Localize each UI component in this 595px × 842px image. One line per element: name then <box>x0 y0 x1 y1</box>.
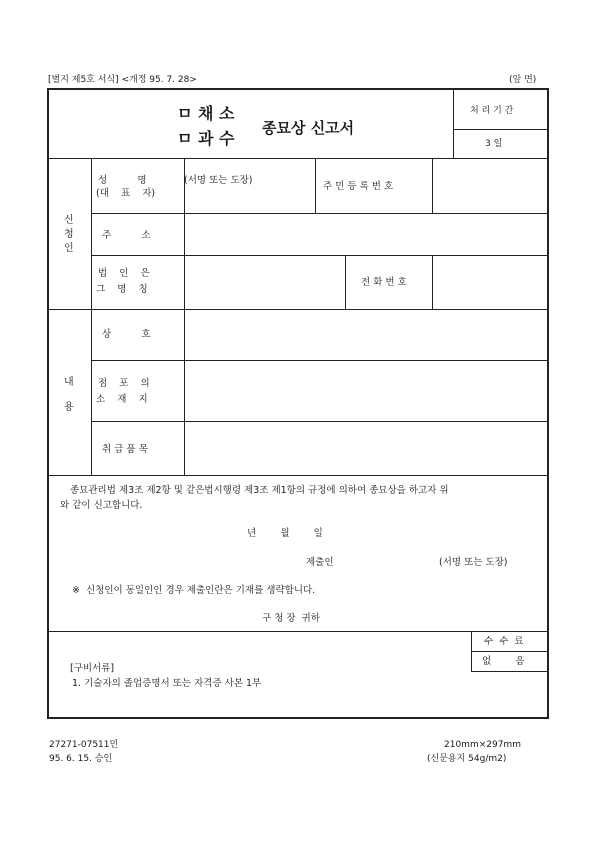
store-label: 점 포 의 <box>98 378 150 389</box>
label-col-divider <box>184 158 185 475</box>
applicant-section-char: 인 <box>64 243 74 254</box>
page-side-label: (앞 면) <box>509 75 537 85</box>
form-number: [별지 제5호 서식] <개정 95. 7. 28> <box>48 75 197 85</box>
statement-line-1: 종묘관리법 제3조 제2항 및 같은법시행령 제3조 제1항의 규정에 의하여 종묘상을 하고자 위 <box>70 485 449 496</box>
fee-value: 없 음 <box>482 656 525 667</box>
applicant-section-char: 청 <box>64 229 74 240</box>
phone-label: 전 화 번 호 <box>361 277 407 288</box>
address-label: 주 소 <box>102 230 151 241</box>
fee-label: 수 수 료 <box>484 636 524 647</box>
section-divider <box>48 309 548 310</box>
required-document-item: 1. 기술자의 졸업증명서 또는 자격증 사본 1부 <box>72 678 262 689</box>
omission-note: ※ 신청인이 동일인인 경우 제출인란은 기재를 생략합니다. <box>72 585 316 596</box>
content-section-char: 용 <box>64 402 74 413</box>
processing-period-value: 3 일 <box>485 139 503 149</box>
row-divider <box>91 213 548 214</box>
rrn-label: 주 민 등 록 번 호 <box>323 181 394 192</box>
rrn-col-divider <box>315 158 316 213</box>
corporation-name-label: 그 명 칭 <box>96 284 148 295</box>
section-divider <box>48 475 548 476</box>
approval-date: 95. 6. 15. 승인 <box>49 754 113 764</box>
statement-line-2: 와 같이 신고합니다. <box>60 500 143 511</box>
corporation-label: 법 인 은 <box>98 268 150 279</box>
phone-col-divider <box>345 255 346 309</box>
row-divider <box>91 421 548 422</box>
applicant-section-char: 신 <box>64 215 74 226</box>
form-code: 27271-07511민 <box>49 740 119 750</box>
row-divider <box>91 255 548 256</box>
title-option-vegetable: ㅁ 채 소 <box>177 104 235 123</box>
rrn-value-divider <box>432 158 433 213</box>
row-divider <box>91 360 548 361</box>
name-sign-note: (서명 또는 도장) <box>184 175 253 186</box>
processing-divider <box>453 129 548 130</box>
submitter-label: 제출인 <box>306 557 334 568</box>
addressee: 구 청 장 귀하 <box>262 613 320 624</box>
fee-divider <box>471 671 548 672</box>
trade-name-label: 상 호 <box>102 329 151 340</box>
submitter-sign-note: (서명 또는 도장) <box>439 557 508 568</box>
store-location-label: 소 재 지 <box>96 394 148 405</box>
representative-label: (대 표 자) <box>96 188 156 199</box>
form-title: 종묘상 신고서 <box>262 119 355 137</box>
phone-value-divider <box>432 255 433 309</box>
name-label: 성 명 <box>98 175 147 186</box>
processing-period-label: 처 리 기 간 <box>470 106 514 116</box>
paper-size: 210mm×297mm <box>444 740 521 750</box>
title-divider <box>48 158 548 159</box>
section-col-divider <box>91 158 92 475</box>
title-col-divider <box>453 89 454 158</box>
paper-type: (신문용지 54g/m2) <box>427 754 507 764</box>
title-option-fruit: ㅁ 과 수 <box>177 129 235 148</box>
items-handled-label: 취 급 품 목 <box>102 444 148 455</box>
fee-divider <box>471 651 548 652</box>
content-section-char: 내 <box>64 377 74 388</box>
required-documents-title: [구비서류] <box>70 663 115 674</box>
date-line: 년 월 일 <box>247 528 323 539</box>
fee-col-divider <box>471 631 472 671</box>
section-divider <box>48 631 548 632</box>
